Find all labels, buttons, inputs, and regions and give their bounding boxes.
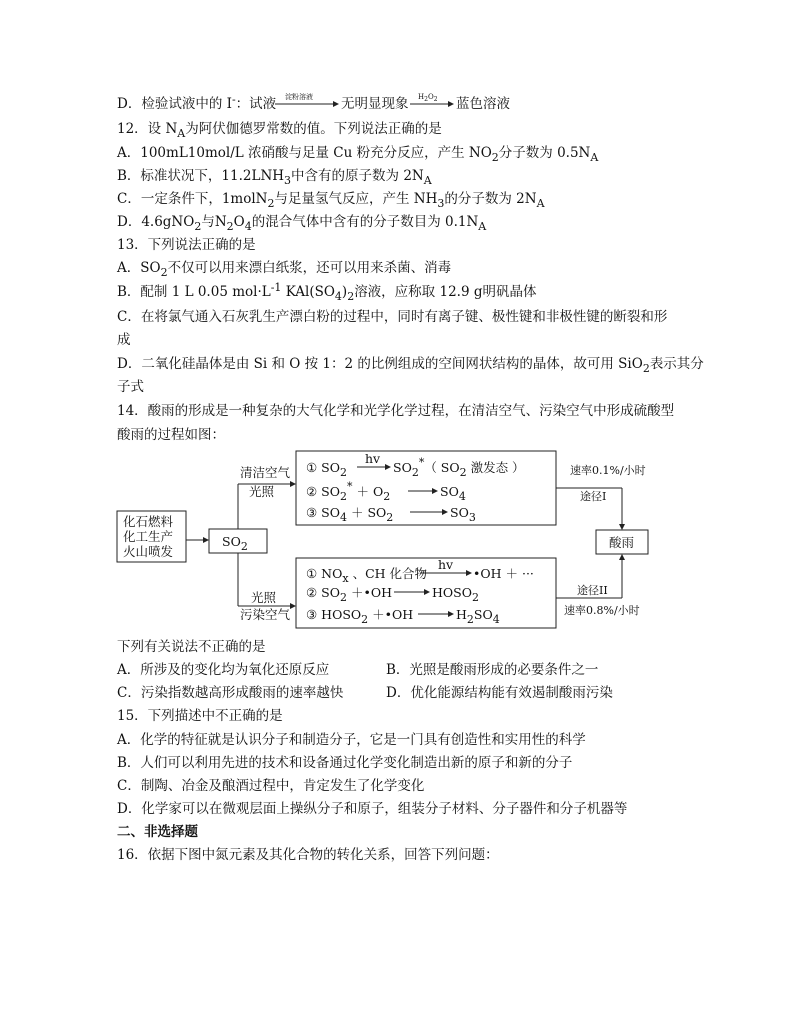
rate-1-label: 速率0.1%/小时 <box>570 464 646 477</box>
q11-blue-solution: 蓝色溶液 <box>456 96 510 112</box>
polluted-reaction-2-product: HOSO2 <box>432 585 479 604</box>
polluted-hv-label: hv <box>438 557 454 572</box>
source-volcano: 火山喷发 <box>123 544 174 559</box>
polluted-reaction-1: ① NOx 、CH 化合物 <box>306 566 428 585</box>
path-1-label: 途径I <box>580 490 607 503</box>
q13-option-d-line2: 子式 <box>117 379 144 395</box>
q12-option-a: A．100mL10mol/L 浓硝酸与足量 Cu 粉充分反应，产生 $NO_2$分子数为 $0.5N_A$ <box>117 145 599 164</box>
q13-option-d-line1: D．二氧化硅晶体是由 Si 和 O 按 1：2 的比例组成的空间网状结构的晶体，故可用 SiO$_2$表示其分 <box>117 356 704 375</box>
polluted-reaction-3-arrowhead <box>448 611 454 617</box>
source-fossil-fuel: 化石燃料 <box>123 514 174 529</box>
branch-up-arrowhead <box>290 481 296 487</box>
polluted-light-label: 光照 <box>251 590 277 605</box>
clean-reaction-3-product: SO3 <box>450 505 476 524</box>
polluted-reaction-2-arrowhead <box>424 589 430 595</box>
q13-option-c-line2: 成 <box>117 332 131 348</box>
path2-arrowhead <box>619 554 625 560</box>
q15-stem: 15．下列描述中不正确的是 <box>117 708 283 724</box>
q12-option-c: C．一定条件下，1molN$_2$与足量氢气反应，产生 $NH_3$的分子数为 $2N_A$ <box>117 191 545 210</box>
rate-2-label: 速率0.8%/小时 <box>564 604 640 617</box>
clean-light-label: 光照 <box>249 484 275 499</box>
q14-question: 下列有关说法不正确的是 <box>117 639 266 655</box>
clean-air-label: 清洁空气 <box>240 465 291 480</box>
polluted-reaction-3: ③ HOSO2 ＋•OH <box>306 607 414 626</box>
clean-reaction-2-arrowhead <box>432 488 438 494</box>
acid-rain-label: 酸雨 <box>609 535 635 550</box>
arrow-reagent-starch: 淀粉溶液 <box>285 93 313 101</box>
q13-option-c-line1: C．在将氯气通入石灰乳生产漂白粉的过程中，同时有离子键、极性键和非极性键的断裂和形 <box>117 309 668 325</box>
arrow-reagent-h2o2: H2O2 <box>418 93 438 103</box>
acid-rain-diagram <box>117 451 648 628</box>
source-chemical-production: 化工生产 <box>123 529 174 544</box>
q14-option-a: A．所涉及的变化均为氧化还原反应 <box>117 662 330 678</box>
q14-stem-line1: 14．酸雨的形成是一种复杂的大气化学和光学化学过程，在清洁空气、污染空气中形成硫酸型 <box>117 403 675 419</box>
q14-stem-line2: 酸雨的过程如图： <box>117 427 225 443</box>
path-2-label: 途径II <box>577 584 608 597</box>
clean-reaction-3-arrowhead <box>442 509 448 515</box>
clean-hv-label: hv <box>365 451 381 466</box>
polluted-air-label: 污染空气 <box>240 607 291 622</box>
polluted-reaction-3-product: H2SO4 <box>456 607 500 626</box>
q12-stem: 12．设 $N_A$为阿伏伽德罗常数的值。下列说法正确的是 <box>117 121 442 140</box>
polluted-reaction-1-product: •OH ＋ ··· <box>473 566 534 581</box>
source-to-so2-arrowhead <box>203 537 209 543</box>
q11-option-d-prefix: D．检验试液中的 I-：试液 <box>117 93 277 112</box>
q15-option-d: D．化学家可以在微观层面上操纵分子和原子，组装分子材料、分子器件和分子机器等 <box>117 801 628 817</box>
polluted-reaction-2: ② SO2 ＋•OH <box>306 585 392 604</box>
q14-option-b: B．光照是酸雨形成的必要条件之一 <box>386 662 599 678</box>
reaction-arrowhead-1 <box>333 101 339 107</box>
q12-option-d: D．4.6gNO$_2$与$N_2O_4$的混合气体中含有的分子数目为 $0.1N_A$ <box>117 214 487 233</box>
clean-reaction-3: ③ SO4 ＋ SO2 <box>306 505 394 524</box>
branch-down-arrowhead <box>290 603 296 609</box>
clean-reaction-2-product: SO4 <box>440 484 466 503</box>
q14-option-d: D．优化能源结构能有效遏制酸雨污染 <box>386 685 613 701</box>
q14-option-c: C．污染指数越高形成酸雨的速率越快 <box>117 685 344 701</box>
path1-arrowhead <box>619 524 625 530</box>
q15-option-b: B．人们可以利用先进的技术和设备通过化学变化制造出新的原子和新的分子 <box>117 755 573 771</box>
polluted-reaction-1-arrowhead <box>466 570 472 576</box>
q15-option-a: A．化学的特征就是认识分子和制造分子，它是一门具有创造性和实用性的科学 <box>117 732 586 748</box>
q13-option-a: A．$SO_2$不仅可以用来漂白纸浆，还可以用来杀菌、消毒 <box>117 260 452 279</box>
q16-stem: 16．依据下图中氮元素及其化合物的转化关系，回答下列问题： <box>117 847 499 863</box>
clean-reaction-2: ② SO2* ＋ O2 <box>306 480 391 503</box>
q13-option-b: B．配制 1 L 0.05 $mol\cdot L^{-1}$ $KAl(SO_4)_2$溶液，应称取 12.9 g明矾晶体 <box>117 281 537 303</box>
reaction-arrowhead-2 <box>448 101 454 107</box>
so2-label: SO2 <box>222 534 248 553</box>
clean-reaction-1-arrowhead <box>385 464 391 470</box>
q12-option-b: B．标准状况下，$11.2LNH_3$中含有的原子数为 $2N_A$ <box>117 168 432 187</box>
q13-stem: 13．下列说法正确的是 <box>117 237 256 253</box>
section-heading-non-choice: 二、非选择题 <box>117 824 198 840</box>
q11-no-phenomenon: 无明显现象 <box>341 96 409 112</box>
clean-reaction-1: ① SO2 <box>306 460 347 479</box>
q15-option-c: C．制陶、冶金及酿酒过程中，肯定发生了化学变化 <box>117 778 425 794</box>
clean-reaction-1-product: SO2*（ SO2 激发态 ） <box>393 456 525 479</box>
